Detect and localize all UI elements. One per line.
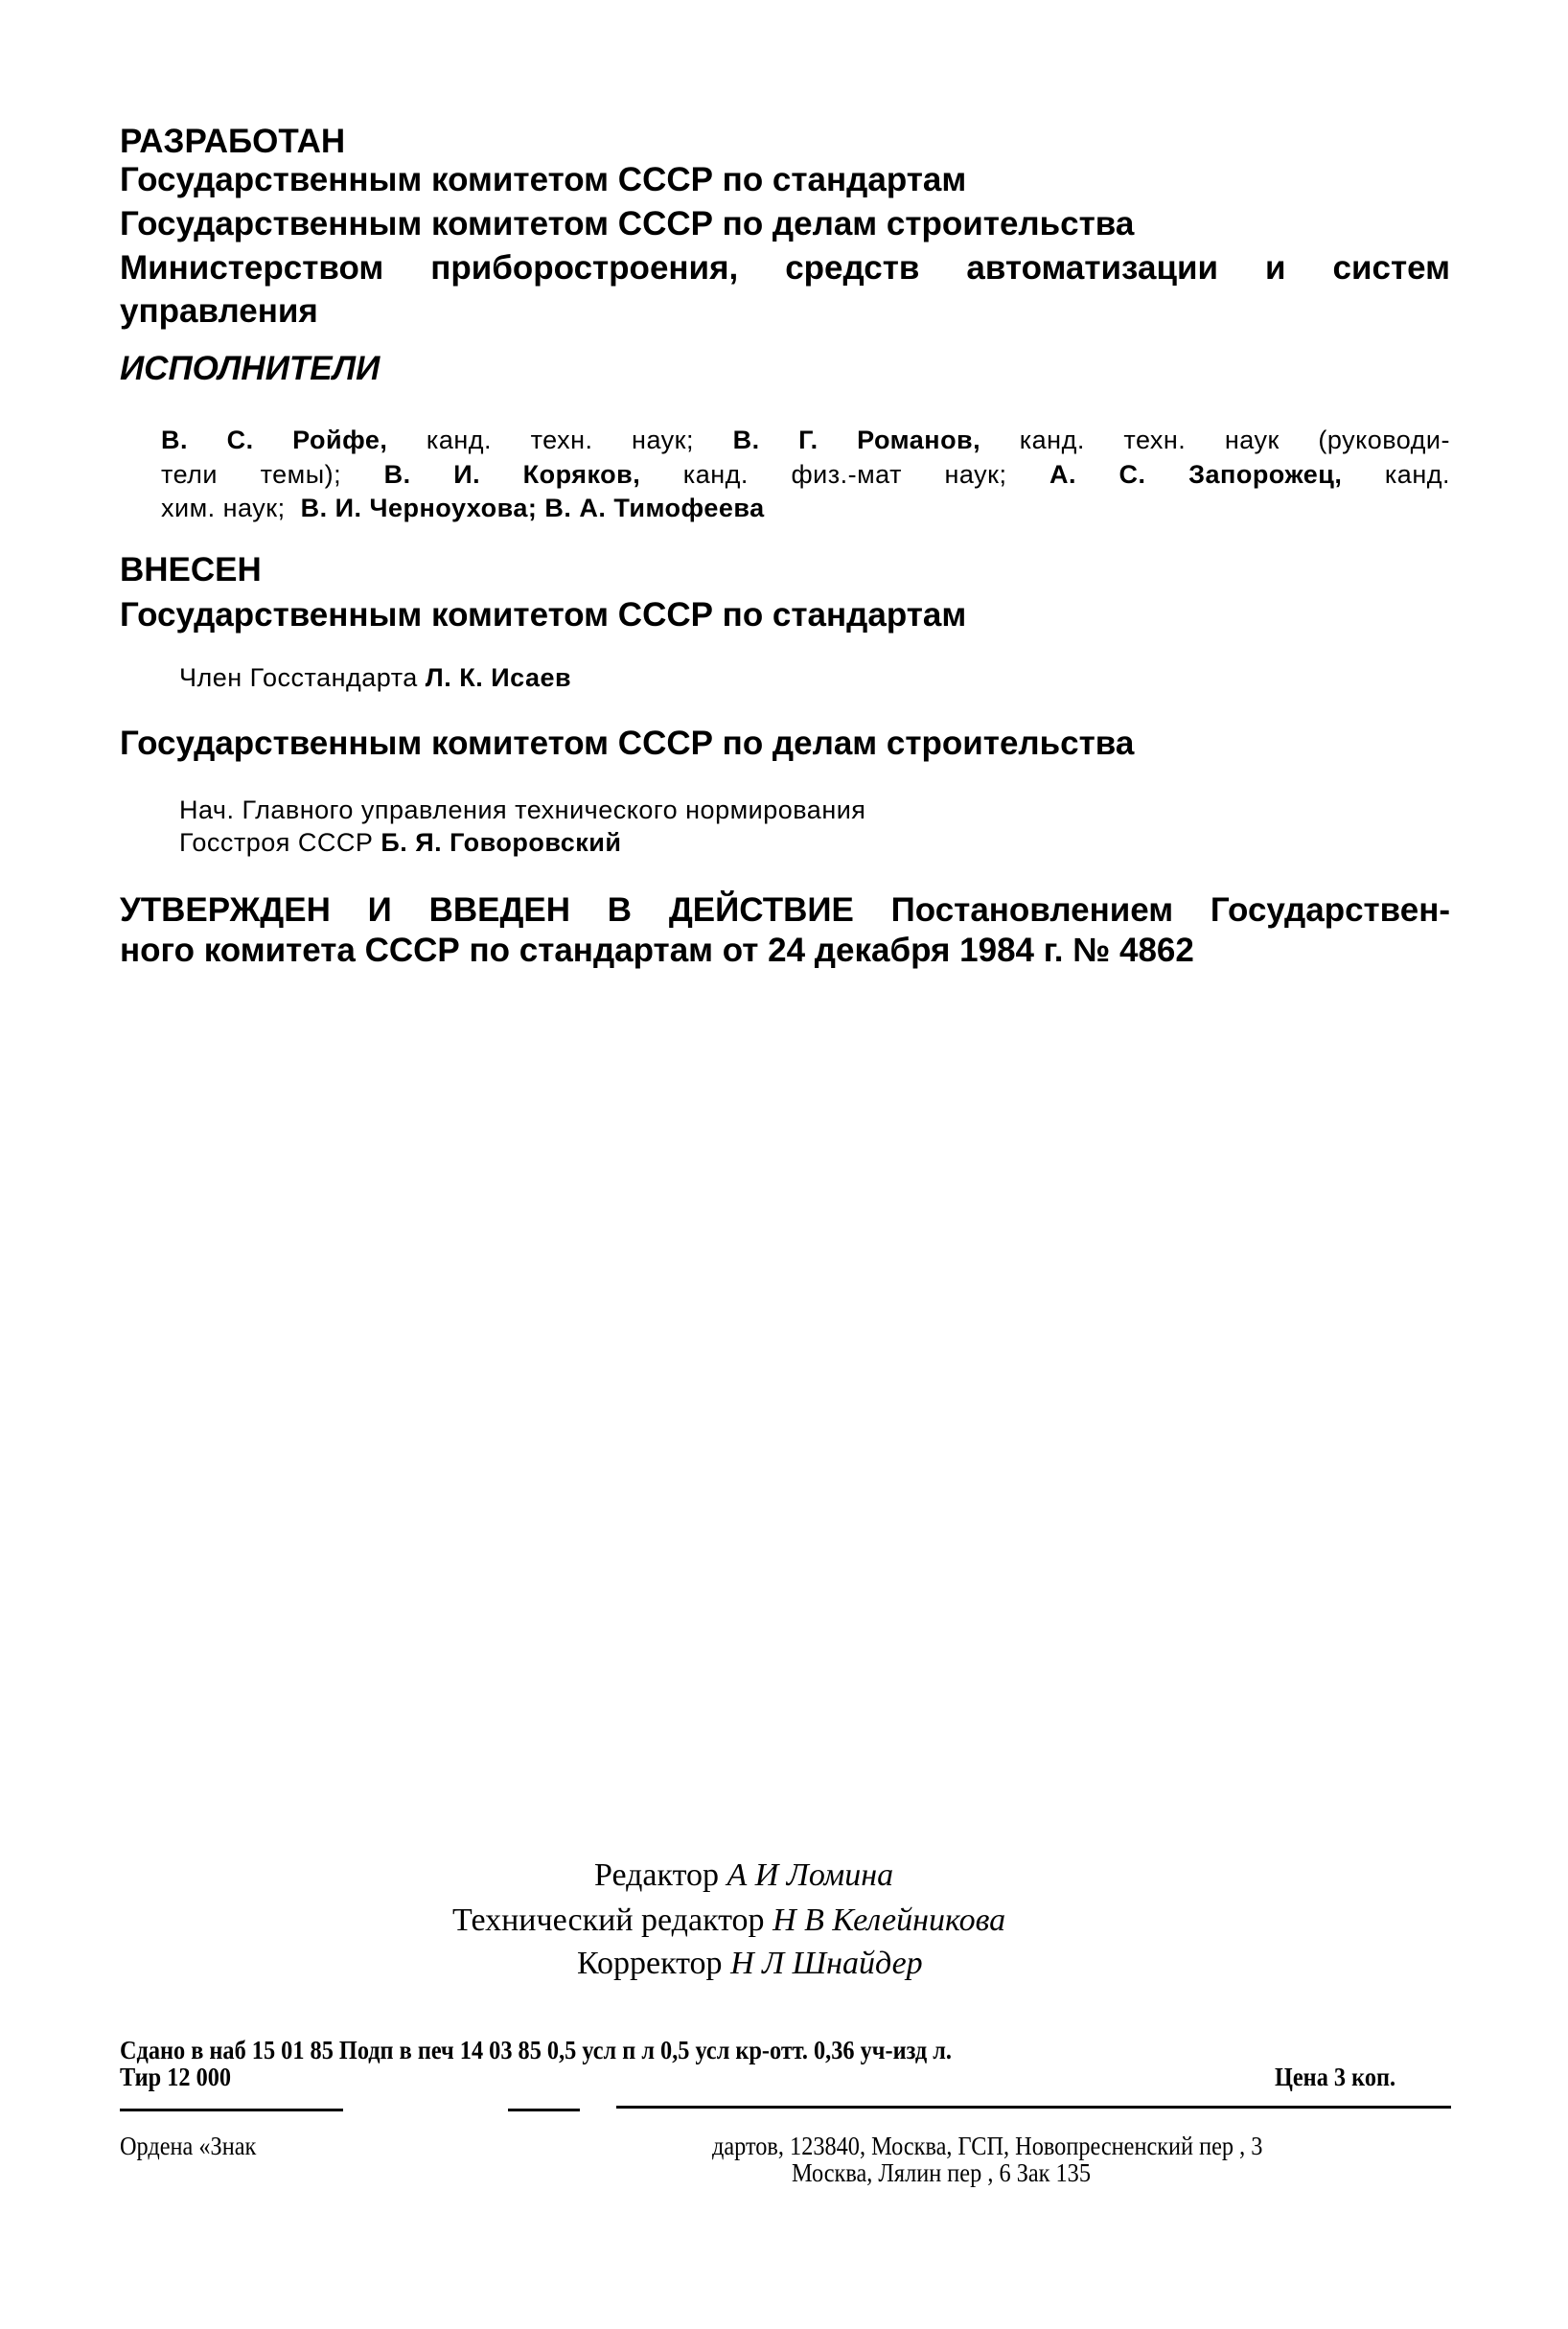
approved-line-2: ного комитета СССР по стандартам от 24 декабря 1984 г. № 4862 bbox=[120, 932, 1194, 969]
introduced-person-2-role: Нач. Главного управления технического нормирования bbox=[179, 796, 866, 824]
corrector-role: Корректор bbox=[577, 1946, 731, 1981]
imprint-line-1: Сдано в наб 15 01 85 Подп в печ 14 03 85 0,5 усл п л 0,5 усл кр-отт. 0,36 уч-изд л. bbox=[120, 2036, 952, 2064]
performer-title: хим. наук; bbox=[161, 494, 293, 522]
performer-title: канд. физ.-мат наук; bbox=[640, 460, 1049, 489]
performers-heading: ИСПОЛНИТЕЛИ bbox=[120, 350, 380, 387]
performer-title: канд. bbox=[1342, 460, 1450, 489]
corrector-name: Н Л Шнайдер bbox=[730, 1946, 923, 1981]
printer-address-1: дартов, 123840, Москва, ГСП, Новопресненский пер , 3 bbox=[712, 2132, 1263, 2160]
person-name: Л. К. Исаев bbox=[425, 663, 572, 692]
performer-title: канд. техн. наук (руководи- bbox=[980, 426, 1451, 454]
corrector-line bbox=[577, 1946, 923, 1982]
developed-org-1: Государственным комитетом СССР по стандартам bbox=[120, 161, 967, 198]
editor-line bbox=[594, 1857, 893, 1894]
imprint-price: Цена 3 коп. bbox=[1275, 2063, 1396, 2091]
performer-title: тели темы); bbox=[161, 460, 384, 489]
developed-org-3: Министерством приборостроения, средств автоматизации и систем bbox=[120, 249, 1450, 287]
performer-name: А. С. Запорожец, bbox=[1049, 460, 1343, 489]
performers-line-2 bbox=[161, 460, 1450, 490]
approved-line-1 bbox=[120, 891, 1450, 930]
tech-editor-line bbox=[452, 1902, 1005, 1939]
tech-editor-name: Н В Келейникова bbox=[772, 1902, 1006, 1938]
introduced-heading: ВНЕСЕН bbox=[120, 551, 262, 588]
performer-title: канд. техн. наук; bbox=[387, 426, 733, 454]
approved-text: Постановлением Государствен- bbox=[853, 891, 1450, 929]
person-role: Госстроя СССР bbox=[179, 828, 381, 857]
introduced-person-2 bbox=[179, 828, 622, 858]
divider bbox=[616, 2106, 1451, 2109]
developed-org-3-cont: управления bbox=[120, 292, 318, 330]
performer-name: В. И. Черноухова; В. А. Тимофеева bbox=[300, 494, 765, 522]
performer-name: В. Г. Романов, bbox=[732, 426, 981, 454]
tech-editor-role: Технический редактор bbox=[452, 1902, 773, 1938]
divider bbox=[120, 2109, 343, 2111]
divider bbox=[508, 2109, 580, 2111]
printer-address-2: Москва, Лялин пер , 6 Зак 135 bbox=[792, 2158, 1091, 2187]
person-role: Член Госстандарта bbox=[179, 663, 426, 692]
performers-line-1 bbox=[161, 426, 1450, 455]
imprint-circulation: Тир 12 000 bbox=[120, 2063, 232, 2091]
person-name: Б. Я. Говоровский bbox=[380, 828, 622, 857]
introduced-person-1 bbox=[179, 663, 571, 693]
developed-org-2: Государственным комитетом СССР по делам строительства bbox=[120, 205, 1135, 242]
printer-left: Ордена «Знак bbox=[120, 2132, 257, 2160]
introduced-org-2: Государственным комитетом СССР по делам строительства bbox=[120, 725, 1135, 762]
performers-line-3 bbox=[161, 494, 765, 523]
performer-name: В. С. Ройфе, bbox=[161, 426, 388, 454]
approved-heading: УТВЕРЖДЕН И ВВЕДЕН В ДЕЙСТВИЕ bbox=[120, 891, 854, 929]
editor-name: А И Ломина bbox=[726, 1857, 894, 1893]
developed-heading: РАЗРАБОТАН bbox=[120, 123, 346, 160]
performer-name: В. И. Коряков, bbox=[383, 460, 641, 489]
introduced-org-1: Государственным комитетом СССР по стандартам bbox=[120, 596, 967, 634]
editor-role: Редактор bbox=[594, 1857, 727, 1893]
